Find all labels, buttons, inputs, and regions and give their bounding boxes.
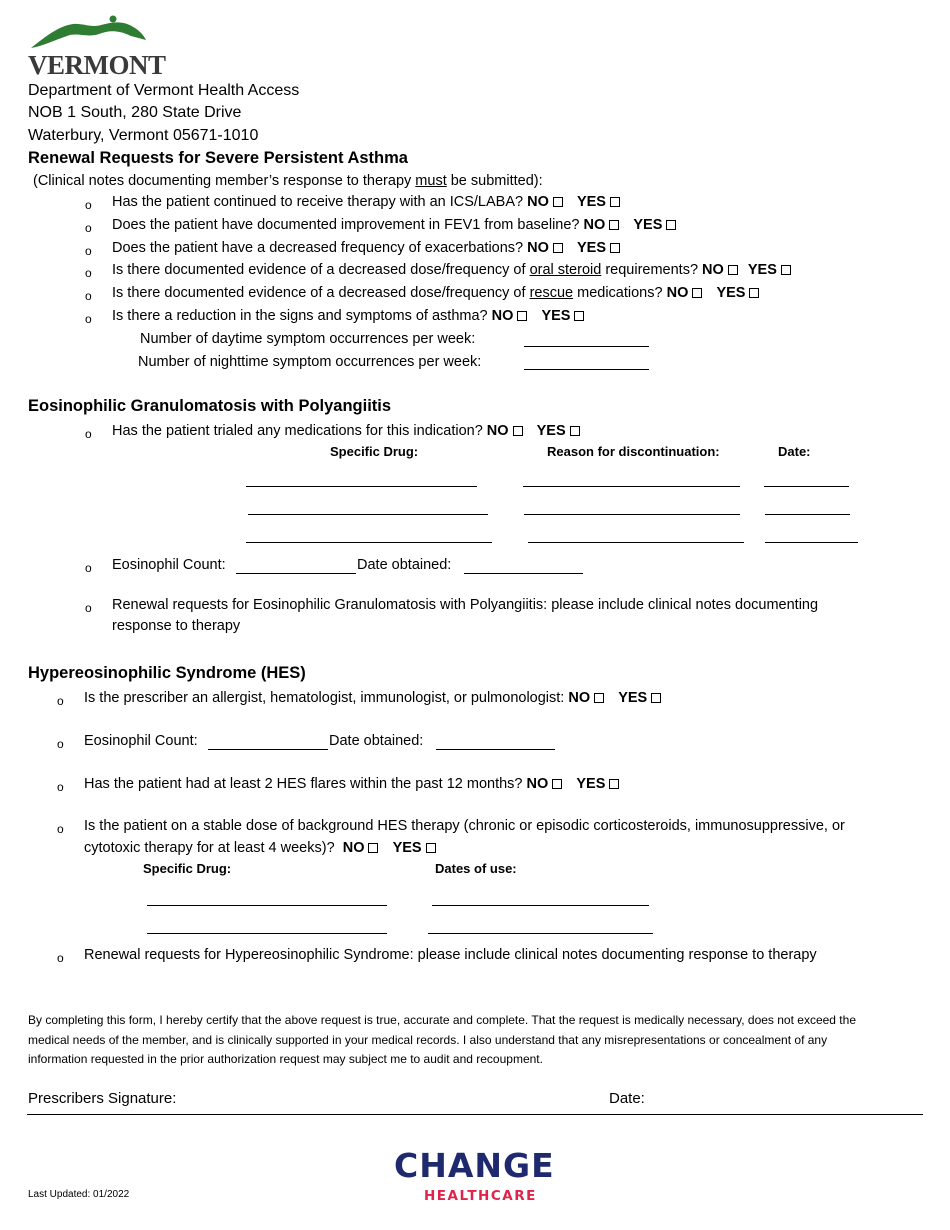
asthma-note: (Clinical notes documenting member’s response to therapy must be submitted): bbox=[33, 173, 543, 189]
dept-name: Department of Vermont Health Access bbox=[28, 82, 300, 99]
egpa-drug-field[interactable] bbox=[246, 486, 477, 487]
certification-line2: medical needs of the member, and is clinically supported in your medical records. I also understand that any misrepresentations or concealment of any bbox=[28, 1033, 828, 1047]
no-checkbox[interactable] bbox=[728, 265, 738, 275]
yes-checkbox[interactable] bbox=[749, 288, 759, 298]
bullet-icon: o bbox=[85, 244, 92, 258]
no-checkbox[interactable] bbox=[552, 779, 562, 789]
hes-drug-field[interactable] bbox=[147, 905, 387, 906]
asthma-title: Renewal Requests for Severe Persistent Asthma bbox=[28, 149, 408, 167]
asthma-q5: Is there documented evidence of a decreased dose/frequency of rescue medications? NO YES bbox=[112, 285, 761, 301]
egpa-date-field[interactable] bbox=[765, 542, 858, 543]
bullet-icon: o bbox=[85, 427, 92, 441]
address-line-2: Waterbury, Vermont 05671-1010 bbox=[28, 127, 259, 144]
asthma-q1: Has the patient continued to receive therapy with an ICS/LABA? NO YES bbox=[112, 194, 622, 210]
yes-checkbox[interactable] bbox=[574, 311, 584, 321]
logo-change-text: CHANGE bbox=[394, 1146, 555, 1185]
egpa-reason-field[interactable] bbox=[528, 542, 744, 543]
bullet-icon: o bbox=[57, 737, 64, 751]
signature-line[interactable] bbox=[27, 1114, 923, 1115]
no-checkbox[interactable] bbox=[517, 311, 527, 321]
hes-eos-count-field[interactable] bbox=[208, 749, 328, 750]
egpa-date-obtained-label: Date obtained: bbox=[357, 557, 452, 573]
egpa-title: Eosinophilic Granulomatosis with Polyangiitis bbox=[28, 397, 392, 415]
egpa-drug-field[interactable] bbox=[248, 514, 488, 515]
nighttime-field[interactable] bbox=[524, 369, 649, 370]
asthma-q3: Does the patient have a decreased frequency of exacerbations? NO YES bbox=[112, 240, 622, 256]
no-checkbox[interactable] bbox=[692, 288, 702, 298]
bullet-icon: o bbox=[85, 289, 92, 303]
vermont-logo bbox=[26, 14, 166, 82]
hes-col-drug: Specific Drug: bbox=[143, 861, 232, 876]
logo-text: VERMONT bbox=[28, 50, 166, 80]
asthma-q4: Is there documented evidence of a decreased dose/frequency of oral steroid requirements? NO YES bbox=[112, 262, 793, 278]
bullet-icon: o bbox=[57, 822, 64, 836]
bullet-icon: o bbox=[85, 561, 92, 575]
hes-q2: Has the patient had at least 2 HES flares within the past 12 months? NO YES bbox=[84, 776, 621, 792]
no-checkbox[interactable] bbox=[368, 843, 378, 853]
egpa-drug-field[interactable] bbox=[246, 542, 492, 543]
yes-checkbox[interactable] bbox=[570, 426, 580, 436]
yes-checkbox[interactable] bbox=[609, 779, 619, 789]
no-checkbox[interactable] bbox=[609, 220, 619, 230]
no-checkbox[interactable] bbox=[553, 197, 563, 207]
certification-line3: information requested in the prior authorization request may subject me to audit and recoupment. bbox=[28, 1052, 543, 1066]
bullet-icon: o bbox=[85, 312, 92, 326]
hes-date-obtained-label: Date obtained: bbox=[329, 733, 424, 749]
hes-dates-field[interactable] bbox=[432, 905, 649, 906]
yes-checkbox[interactable] bbox=[426, 843, 436, 853]
bullet-icon: o bbox=[57, 951, 64, 965]
hes-renewal: Renewal requests for Hypereosinophilic Syndrome: please include clinical notes documenting response to therapy bbox=[84, 947, 817, 963]
logo-healthcare-text: HEALTHCARE bbox=[424, 1188, 537, 1204]
bullet-icon: o bbox=[57, 780, 64, 794]
certification-line1: By completing this form, I hereby certify that the above request is true, accurate and complete. That the request is medically necessary, does not exceed the bbox=[28, 1013, 856, 1027]
egpa-date-field[interactable] bbox=[764, 486, 849, 487]
yes-checkbox[interactable] bbox=[610, 243, 620, 253]
egpa-col-reason: Reason for discontinuation: bbox=[547, 444, 720, 459]
mountain-logo-icon bbox=[31, 14, 146, 52]
hes-col-dates: Dates of use: bbox=[435, 861, 517, 876]
no-checkbox[interactable] bbox=[513, 426, 523, 436]
hes-title: Hypereosinophilic Syndrome (HES) bbox=[28, 664, 306, 682]
hes-q3-line1: Is the patient on a stable dose of background HES therapy (chronic or episodic corticosteroids, immunosuppressive, or bbox=[84, 818, 845, 834]
egpa-renewal-line1: Renewal requests for Eosinophilic Granulomatosis with Polyangiitis: please include clinical notes documenting bbox=[112, 597, 819, 613]
egpa-eos-count-label: Eosinophil Count: bbox=[112, 557, 226, 573]
nighttime-label: Number of nighttime symptom occurrences per week: bbox=[138, 354, 482, 370]
egpa-reason-field[interactable] bbox=[523, 486, 740, 487]
egpa-eos-count-field[interactable] bbox=[236, 573, 356, 574]
yes-checkbox[interactable] bbox=[666, 220, 676, 230]
egpa-date-field[interactable] bbox=[765, 514, 850, 515]
no-checkbox[interactable] bbox=[553, 243, 563, 253]
asthma-q6: Is there a reduction in the signs and symptoms of asthma? NO YES bbox=[112, 308, 586, 324]
egpa-reason-field[interactable] bbox=[524, 514, 740, 515]
egpa-q1: Has the patient trialed any medications for this indication? NO YES bbox=[112, 423, 582, 439]
signature-date-label: Date: bbox=[609, 1090, 645, 1107]
bullet-icon: o bbox=[85, 601, 92, 615]
last-updated: Last Updated: 01/2022 bbox=[28, 1189, 130, 1200]
address-line-1: NOB 1 South, 280 State Drive bbox=[28, 104, 242, 121]
bullet-icon: o bbox=[85, 266, 92, 280]
no-checkbox[interactable] bbox=[594, 693, 604, 703]
hes-eos-count-label: Eosinophil Count: bbox=[84, 733, 198, 749]
change-healthcare-logo bbox=[394, 1146, 556, 1206]
egpa-renewal-line2: response to therapy bbox=[112, 618, 241, 634]
egpa-col-date: Date: bbox=[778, 444, 811, 459]
egpa-col-drug: Specific Drug: bbox=[330, 444, 419, 459]
yes-checkbox[interactable] bbox=[610, 197, 620, 207]
bullet-icon: o bbox=[57, 694, 64, 708]
daytime-field[interactable] bbox=[524, 346, 649, 347]
hes-q3-line2: cytotoxic therapy for at least 4 weeks)? NO YES bbox=[84, 840, 438, 856]
bullet-icon: o bbox=[85, 198, 92, 212]
egpa-date-obtained-field[interactable] bbox=[464, 573, 583, 574]
yes-checkbox[interactable] bbox=[781, 265, 791, 275]
daytime-label: Number of daytime symptom occurrences per week: bbox=[140, 331, 476, 347]
hes-drug-field[interactable] bbox=[147, 933, 387, 934]
asthma-q2: Does the patient have documented improvement in FEV1 from baseline? NO YES bbox=[112, 217, 678, 233]
hes-dates-field[interactable] bbox=[428, 933, 653, 934]
hes-q1: Is the prescriber an allergist, hematologist, immunologist, or pulmonologist: NO YES bbox=[84, 690, 663, 706]
hes-date-obtained-field[interactable] bbox=[436, 749, 555, 750]
bullet-icon: o bbox=[85, 221, 92, 235]
signature-label: Prescribers Signature: bbox=[28, 1090, 177, 1107]
yes-checkbox[interactable] bbox=[651, 693, 661, 703]
